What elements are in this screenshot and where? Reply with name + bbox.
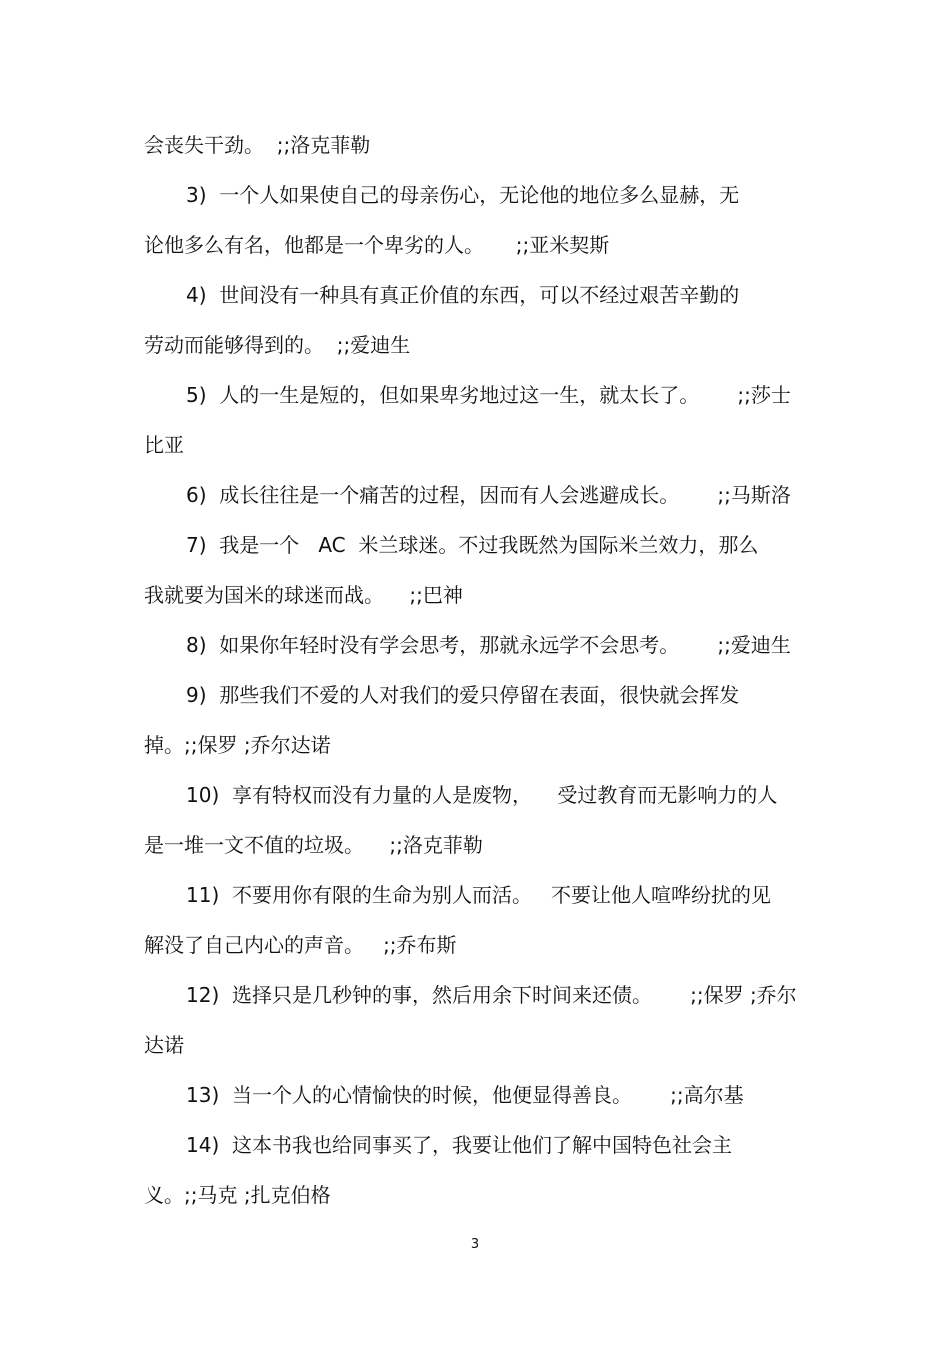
text-line-1: 会丧失干劲。 ;;洛克菲勒 <box>144 133 371 157</box>
text-line-17: 解没了自己内心的声音。 ;;乔布斯 <box>144 933 457 957</box>
text-line-9: 7) 我是一个 AC 米兰球迷。不过我既然为国际米兰效力，那么 <box>186 533 759 557</box>
page-number: 3 <box>470 1237 480 1252</box>
text-line-22: 义。;;马克 ;扎克伯格 <box>144 1183 331 1207</box>
text-line-15: 是一堆一文不值的垃圾。 ;;洛克菲勒 <box>144 833 483 857</box>
text-line-19: 达诺 <box>144 1033 184 1057</box>
text-line-20: 13) 当一个人的心情愉快的时候，他便显得善良。 ;;高尔基 <box>186 1083 744 1107</box>
text-line-7: 比亚 <box>144 433 184 457</box>
text-line-16: 11) 不要用你有限的生命为别人而活。 不要让他人喧哗纷扰的见 <box>186 883 772 907</box>
text-line-11: 8) 如果你年轻时没有学会思考，那就永远学不会思考。 ;;爱迪生 <box>186 633 791 657</box>
text-line-5: 劳动而能够得到的。 ;;爱迪生 <box>144 333 411 357</box>
text-line-12: 9) 那些我们不爱的人对我们的爱只停留在表面，很快就会挥发 <box>186 683 740 707</box>
text-line-2: 3) 一个人如果使自己的母亲伤心，无论他的地位多么显赫，无 <box>186 183 740 207</box>
text-line-10: 我就要为国米的球迷而战。 ;;巴神 <box>144 583 463 607</box>
text-line-14: 10) 享有特权而没有力量的人是废物， 受过教育而无影响力的人 <box>186 783 778 807</box>
text-line-4: 4) 世间没有一种具有真正价值的东西，可以不经过艰苦辛勤的 <box>186 283 740 307</box>
text-line-6: 5) 人的一生是短的，但如果卑劣地过这一生，就太长了。 ;;莎士 <box>186 383 791 407</box>
text-line-3: 论他多么有名，他都是一个卑劣的人。 ;;亚米契斯 <box>144 233 610 257</box>
text-line-8: 6) 成长往往是一个痛苦的过程，因而有人会逃避成长。 ;;马斯洛 <box>186 483 791 507</box>
text-line-18: 12) 选择只是几秒钟的事，然后用余下时间来还债。 ;;保罗 ;乔尔 <box>186 983 797 1007</box>
text-line-21: 14) 这本书我也给同事买了，我要让他们了解中国特色社会主 <box>186 1133 732 1157</box>
text-line-13: 掉。;;保罗 ;乔尔达诺 <box>144 733 331 757</box>
